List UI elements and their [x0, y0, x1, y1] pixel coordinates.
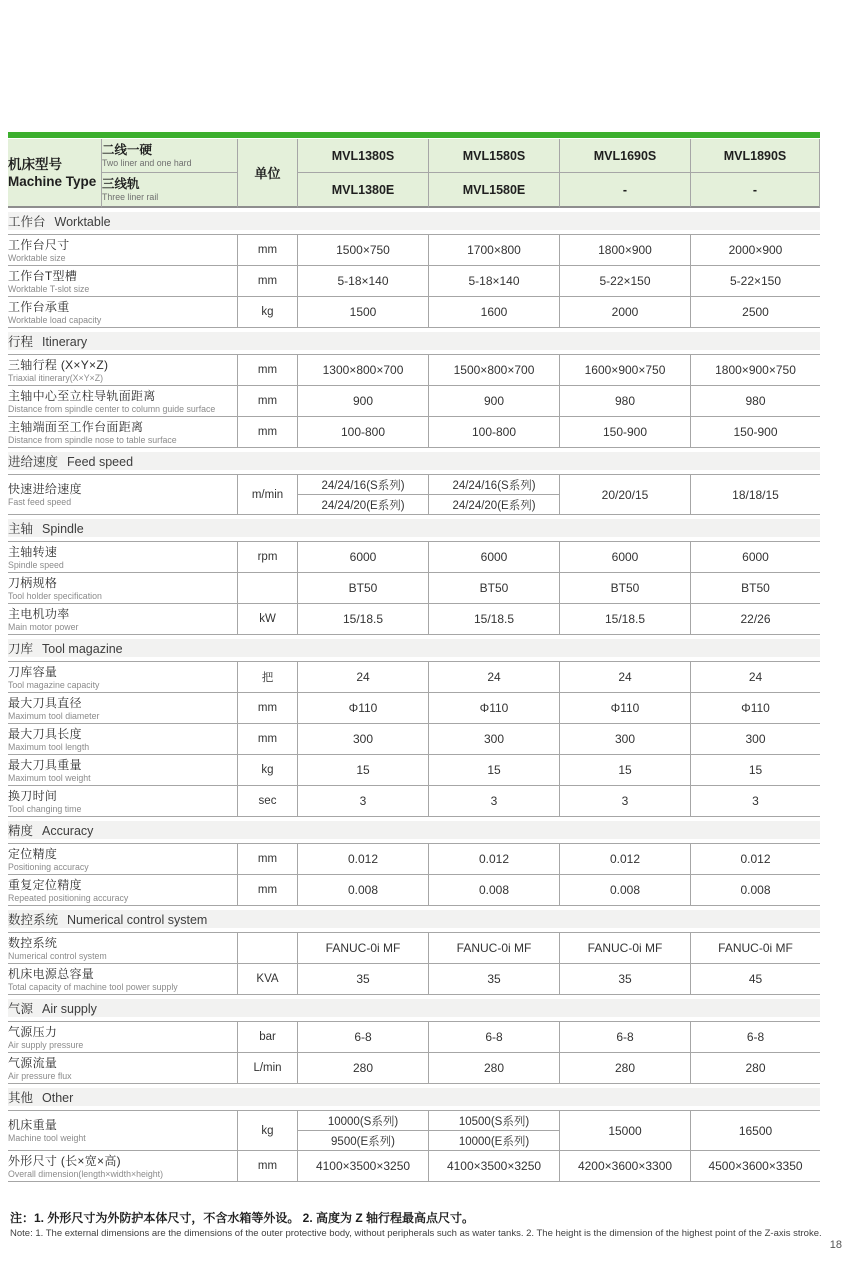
spec-value-cell: 22/26	[691, 604, 820, 635]
spec-value-cell: Φ110	[691, 693, 820, 724]
spec-row-split	[8, 1110, 820, 1131]
spec-unit-cell: kg	[238, 297, 298, 328]
spec-label-cell	[8, 604, 238, 635]
spec-row	[8, 755, 820, 786]
spec-label-en: Numerical control system	[8, 950, 107, 961]
spec-value-cell: 4500×3600×3350	[691, 1151, 820, 1182]
spec-row	[8, 573, 820, 604]
spec-row	[8, 661, 820, 693]
spec-label-cell	[8, 297, 238, 328]
spec-unit-cell: mm	[238, 724, 298, 755]
spec-label-zh: 工作台承重	[8, 299, 70, 314]
spec-row	[8, 724, 820, 755]
spec-value-cell: 4100×3500×3250	[298, 1151, 429, 1182]
spec-value-cell: 15	[691, 755, 820, 786]
spec-label-cell	[8, 875, 238, 906]
spec-row	[8, 786, 820, 817]
section-title-cell	[8, 635, 820, 661]
rail-type-zh: 三线轨	[102, 177, 140, 191]
spec-value-cell: 24/24/16(S系列)	[298, 474, 429, 495]
section-title-zh: 主轴	[8, 522, 34, 536]
spec-value-cell: 35	[429, 964, 560, 995]
spec-unit-cell: mm	[238, 234, 298, 266]
section-title-cell	[8, 328, 820, 354]
spec-unit-cell	[238, 932, 298, 964]
spec-label-cell	[8, 417, 238, 448]
spec-value-cell: 1500×750	[298, 234, 429, 266]
spec-value-cell: 24/24/20(E系列)	[429, 495, 560, 515]
spec-value-cell: 0.008	[560, 875, 691, 906]
section-title-cell	[8, 995, 820, 1021]
section-row	[8, 515, 820, 541]
rail-type-zh: 二线一硬	[102, 143, 153, 157]
spec-value-cell: 10000(S系列)	[298, 1110, 429, 1131]
spec-value-cell: 15	[429, 755, 560, 786]
spec-row	[8, 354, 820, 386]
spec-label-zh: 换刀时间	[8, 788, 58, 803]
spec-value-cell: 100-800	[429, 417, 560, 448]
section-title-en: Worktable	[54, 215, 111, 229]
spec-value-cell: 0.012	[429, 843, 560, 875]
spec-value-cell: 2500	[691, 297, 820, 328]
footnote-zh: 注：1. 外形尺寸为外防护本体尺寸，不含水箱等外设。 2. 高度为 Z 轴行程最高点尺寸。	[10, 1211, 475, 1225]
spec-label-en: Distance from spindle center to column guide surface	[8, 403, 216, 414]
spec-label-en: Positioning accuracy	[8, 861, 89, 872]
section-title-en: Numerical control system	[67, 913, 208, 927]
spec-label-en: Maximum tool diameter	[8, 710, 100, 721]
spec-label-zh: 主轴转速	[8, 544, 58, 559]
spec-value-cell: 0.012	[691, 843, 820, 875]
section-title-zh: 气源	[8, 1002, 34, 1016]
spec-label-en: Overall dimension(length×width×height)	[8, 1168, 164, 1179]
spec-value-cell: 35	[560, 964, 691, 995]
spec-unit-cell: L/min	[238, 1053, 298, 1084]
spec-value-cell: 6000	[298, 541, 429, 573]
section-row	[8, 1084, 820, 1110]
spec-row	[8, 843, 820, 875]
model-header: -	[560, 173, 691, 208]
spec-label-cell	[8, 1021, 238, 1053]
spec-value-cell: Φ110	[560, 693, 691, 724]
spec-label-en: Fast feed speed	[8, 497, 72, 507]
spec-label-cell	[8, 693, 238, 724]
spec-row	[8, 875, 820, 906]
spec-value-cell: 20/20/15	[560, 474, 691, 515]
spec-value-cell: 300	[298, 724, 429, 755]
spec-value-cell: 6000	[691, 541, 820, 573]
spec-value-cell: 16500	[691, 1110, 820, 1151]
spec-label-cell	[8, 843, 238, 875]
spec-label-cell	[8, 386, 238, 417]
section-row	[8, 906, 820, 932]
spec-label-zh: 主轴中心至立柱导轨面距离	[8, 388, 156, 403]
spec-unit-cell: kg	[238, 1110, 298, 1151]
spec-unit-cell: kg	[238, 755, 298, 786]
spec-unit-cell: mm	[238, 843, 298, 875]
spec-row	[8, 297, 820, 328]
section-title-en: Itinerary	[42, 335, 88, 349]
spec-value-cell: BT50	[691, 573, 820, 604]
section-row	[8, 448, 820, 474]
spec-value-cell: 1300×800×700	[298, 354, 429, 386]
model-header: MVL1890S	[691, 139, 820, 173]
spec-unit-cell: mm	[238, 1151, 298, 1182]
spec-value-cell: 980	[691, 386, 820, 417]
spec-row	[8, 386, 820, 417]
spec-label-zh: 最大刀具直径	[8, 695, 82, 710]
spec-value-cell: 5-22×150	[691, 266, 820, 297]
spec-label-cell	[8, 266, 238, 297]
spec-row	[8, 1053, 820, 1084]
spec-label-en: Worktable size	[8, 252, 66, 263]
spec-row	[8, 266, 820, 297]
spec-value-cell: 280	[560, 1053, 691, 1084]
spec-label-zh: 定位精度	[8, 846, 58, 861]
spec-label-cell	[8, 573, 238, 604]
spec-value-cell: 280	[691, 1053, 820, 1084]
spec-value-cell: 1700×800	[429, 234, 560, 266]
page-number: 18	[829, 1239, 842, 1251]
footnotes	[10, 1211, 846, 1240]
model-header: MVL1380E	[298, 173, 429, 208]
spec-value-cell: 6-8	[691, 1021, 820, 1053]
spec-value-cell: 15/18.5	[298, 604, 429, 635]
section-title-cell	[8, 1084, 820, 1110]
spec-unit-cell: rpm	[238, 541, 298, 573]
spec-unit-cell: bar	[238, 1021, 298, 1053]
spec-label-cell	[8, 1053, 238, 1084]
spec-label-en: Worktable load capacity	[8, 314, 102, 325]
spec-value-cell: 24	[560, 661, 691, 693]
unit-header-cell: 单位	[238, 139, 298, 208]
spec-row	[8, 604, 820, 635]
spec-label-zh: 重复定位精度	[8, 877, 82, 892]
spec-value-cell: 6-8	[560, 1021, 691, 1053]
spec-value-cell: 10000(E系列)	[429, 1131, 560, 1151]
spec-label-zh: 快速进给速度	[8, 482, 82, 496]
spec-value-cell: FANUC-0i MF	[429, 932, 560, 964]
section-title-cell	[8, 906, 820, 932]
spec-value-cell: 24	[691, 661, 820, 693]
spec-label-zh: 外形尺寸 (长×宽×高)	[8, 1153, 121, 1168]
spec-value-cell: 980	[560, 386, 691, 417]
spec-value-cell: 6-8	[429, 1021, 560, 1053]
spec-value-cell: 15	[560, 755, 691, 786]
spec-row	[8, 932, 820, 964]
spec-value-cell: 0.012	[298, 843, 429, 875]
spec-label-zh: 气源压力	[8, 1024, 58, 1039]
spec-unit-cell	[238, 573, 298, 604]
spec-value-cell: 6-8	[298, 1021, 429, 1053]
spec-value-cell: 300	[429, 724, 560, 755]
spec-label-zh: 最大刀具重量	[8, 757, 82, 772]
spec-value-cell: 4100×3500×3250	[429, 1151, 560, 1182]
spec-label-zh: 三轴行程 (X×Y×Z)	[8, 357, 109, 372]
spec-label-en: Maximum tool weight	[8, 772, 91, 783]
spec-value-cell: 1500×800×700	[429, 354, 560, 386]
spec-value-cell: 4200×3600×3300	[560, 1151, 691, 1182]
section-row	[8, 208, 820, 234]
spec-value-cell: 0.008	[298, 875, 429, 906]
table-header-row-2	[8, 173, 820, 208]
spec-value-cell: 2000	[560, 297, 691, 328]
spec-label-en: Air supply pressure	[8, 1039, 84, 1050]
spec-value-cell: 0.008	[429, 875, 560, 906]
spec-value-cell: 10500(S系列)	[429, 1110, 560, 1131]
section-row	[8, 995, 820, 1021]
spec-label-zh: 机床电源总容量	[8, 966, 95, 981]
rail-type-en: Two liner and one hard	[102, 158, 192, 168]
spec-value-cell: BT50	[560, 573, 691, 604]
spec-unit-cell: sec	[238, 786, 298, 817]
spec-label-zh: 刀库容量	[8, 664, 58, 679]
rail-type-header-cell	[102, 139, 238, 173]
section-title-cell	[8, 208, 820, 234]
spec-value-cell: 2000×900	[691, 234, 820, 266]
spec-label-cell	[8, 755, 238, 786]
spec-value-cell: 1800×900	[560, 234, 691, 266]
section-title-zh: 工作台	[8, 215, 46, 229]
model-header: -	[691, 173, 820, 208]
spec-value-cell: BT50	[298, 573, 429, 604]
spec-label-zh: 工作台尺寸	[8, 237, 70, 252]
section-title-en: Accuracy	[42, 824, 94, 838]
spec-label-cell	[8, 786, 238, 817]
spec-row	[8, 1021, 820, 1053]
spec-label-zh: 机床重量	[8, 1118, 58, 1132]
spec-value-cell: 1800×900×750	[691, 354, 820, 386]
spec-unit-cell: m/min	[238, 474, 298, 515]
machine-type-zh: 机床型号	[8, 156, 62, 172]
spec-value-cell: FANUC-0i MF	[691, 932, 820, 964]
spec-value-cell: 3	[560, 786, 691, 817]
spec-value-cell: 9500(E系列)	[298, 1131, 429, 1151]
spec-label-en: Total capacity of machine tool power supply	[8, 981, 178, 992]
table-header-row-1	[8, 139, 820, 173]
spec-label-cell	[8, 354, 238, 386]
rail-type-en: Three liner rail	[102, 192, 159, 202]
spec-value-cell: 24	[429, 661, 560, 693]
spec-label-cell	[8, 1151, 238, 1182]
spec-label-zh: 数控系统	[8, 935, 58, 950]
spec-label-en: Distance from spindle nose to table surface	[8, 434, 177, 445]
spec-value-cell: 3	[691, 786, 820, 817]
model-header: MVL1380S	[298, 139, 429, 173]
spec-row	[8, 693, 820, 724]
spec-value-cell: 24/24/20(E系列)	[298, 495, 429, 515]
section-title-en: Spindle	[42, 522, 84, 536]
spec-value-cell: 100-800	[298, 417, 429, 448]
spec-value-cell: 280	[298, 1053, 429, 1084]
model-header: MVL1580S	[429, 139, 560, 173]
machine-type-header-cell	[8, 139, 102, 208]
spec-row	[8, 1151, 820, 1182]
spec-label-en: Machine tool weight	[8, 1133, 86, 1143]
spec-unit-cell: mm	[238, 354, 298, 386]
spec-label-zh: 主电机功率	[8, 606, 70, 621]
spec-label-en: Maximum tool length	[8, 741, 90, 752]
spec-label-en: Worktable T-slot size	[8, 283, 90, 294]
spec-value-cell: 300	[691, 724, 820, 755]
spec-value-cell: 6000	[429, 541, 560, 573]
spec-value-cell: Φ110	[298, 693, 429, 724]
spec-label-en: Triaxial itinerary(X×Y×Z)	[8, 372, 103, 383]
spec-row	[8, 417, 820, 448]
spec-unit-cell: 把	[238, 661, 298, 693]
spec-value-cell: 15	[298, 755, 429, 786]
spec-label-zh: 工作台T型槽	[8, 268, 78, 283]
spec-value-cell: 6000	[560, 541, 691, 573]
spec-value-cell: 35	[298, 964, 429, 995]
spec-value-cell: 5-22×150	[560, 266, 691, 297]
section-title-zh: 进给速度	[8, 455, 59, 469]
spec-value-cell: 15/18.5	[429, 604, 560, 635]
section-title-cell	[8, 448, 820, 474]
spec-value-cell: 5-18×140	[429, 266, 560, 297]
spec-value-cell: 3	[298, 786, 429, 817]
spec-label-cell	[8, 661, 238, 693]
section-title-zh: 行程	[8, 335, 34, 349]
spec-label-cell	[8, 964, 238, 995]
spec-label-cell	[8, 541, 238, 573]
spec-label-en: Tool holder specification	[8, 590, 102, 601]
spec-label-cell	[8, 932, 238, 964]
spec-value-cell: 5-18×140	[298, 266, 429, 297]
spec-label-en: Repeated positioning accuracy	[8, 892, 129, 903]
spec-label-cell	[8, 474, 238, 515]
spec-label-en: Tool magazine capacity	[8, 679, 100, 690]
specification-table	[8, 139, 820, 1182]
spec-value-cell: 1600×900×750	[560, 354, 691, 386]
spec-label-zh: 主轴端面至工作台面距离	[8, 419, 144, 434]
spec-unit-cell: KVA	[238, 964, 298, 995]
rail-type-header-cell	[102, 173, 238, 208]
spec-value-cell: 45	[691, 964, 820, 995]
spec-value-cell: 0.012	[560, 843, 691, 875]
spec-unit-cell: mm	[238, 386, 298, 417]
spec-unit-cell: mm	[238, 417, 298, 448]
spec-value-cell: FANUC-0i MF	[560, 932, 691, 964]
spec-label-zh: 气源流量	[8, 1055, 58, 1070]
spec-value-cell: 300	[560, 724, 691, 755]
spec-label-cell	[8, 234, 238, 266]
spec-value-cell: 900	[429, 386, 560, 417]
model-header: MVL1690S	[560, 139, 691, 173]
section-title-en: Other	[42, 1091, 74, 1105]
spec-value-cell: FANUC-0i MF	[298, 932, 429, 964]
section-row	[8, 635, 820, 661]
spec-label-en: Spindle speed	[8, 559, 64, 570]
spec-row	[8, 234, 820, 266]
spec-label-en: Tool changing time	[8, 803, 82, 814]
spec-label-en: Main motor power	[8, 621, 79, 632]
section-row	[8, 817, 820, 843]
spec-value-cell: Φ110	[429, 693, 560, 724]
spec-row	[8, 541, 820, 573]
section-title-zh: 精度	[8, 824, 34, 838]
section-title-en: Air supply	[42, 1002, 97, 1016]
section-title-cell	[8, 817, 820, 843]
spec-unit-cell: mm	[238, 693, 298, 724]
section-title-zh: 数控系统	[8, 913, 59, 927]
spec-value-cell: 24	[298, 661, 429, 693]
spec-value-cell: 280	[429, 1053, 560, 1084]
spec-value-cell: 1500	[298, 297, 429, 328]
section-title-cell	[8, 515, 820, 541]
model-header: MVL1580E	[429, 173, 560, 208]
spec-row-split	[8, 474, 820, 495]
section-title-en: Feed speed	[67, 455, 134, 469]
section-title-zh: 其他	[8, 1091, 34, 1105]
spec-value-cell: 1600	[429, 297, 560, 328]
spec-value-cell: 150-900	[560, 417, 691, 448]
section-title-en: Tool magazine	[42, 642, 123, 656]
spec-label-cell	[8, 1110, 238, 1151]
spec-value-cell: BT50	[429, 573, 560, 604]
spec-label-cell	[8, 724, 238, 755]
spec-value-cell: 900	[298, 386, 429, 417]
spec-unit-cell: mm	[238, 875, 298, 906]
spec-value-cell: 24/24/16(S系列)	[429, 474, 560, 495]
section-row	[8, 328, 820, 354]
spec-value-cell: 0.008	[691, 875, 820, 906]
machine-type-en: Machine Type	[8, 173, 97, 189]
section-title-zh: 刀库	[8, 642, 34, 656]
spec-row	[8, 964, 820, 995]
spec-label-en: Air pressure flux	[8, 1070, 72, 1081]
spec-value-cell: 15/18.5	[560, 604, 691, 635]
spec-value-cell: 3	[429, 786, 560, 817]
spec-unit-cell: mm	[238, 266, 298, 297]
spec-value-cell: 18/18/15	[691, 474, 820, 515]
spec-label-zh: 最大刀具长度	[8, 726, 82, 741]
spec-unit-cell: kW	[238, 604, 298, 635]
spec-label-zh: 刀柄规格	[8, 575, 58, 590]
spec-value-cell: 150-900	[691, 417, 820, 448]
spec-value-cell: 15000	[560, 1110, 691, 1151]
footnote-en: Note: 1. The external dimensions are the dimensions of the outer protective body, without peripherals such as water tanks. 2. The height is the dimension of the highest point of the Z-axis stroke.	[10, 1228, 822, 1239]
green-accent-bar	[8, 132, 820, 138]
